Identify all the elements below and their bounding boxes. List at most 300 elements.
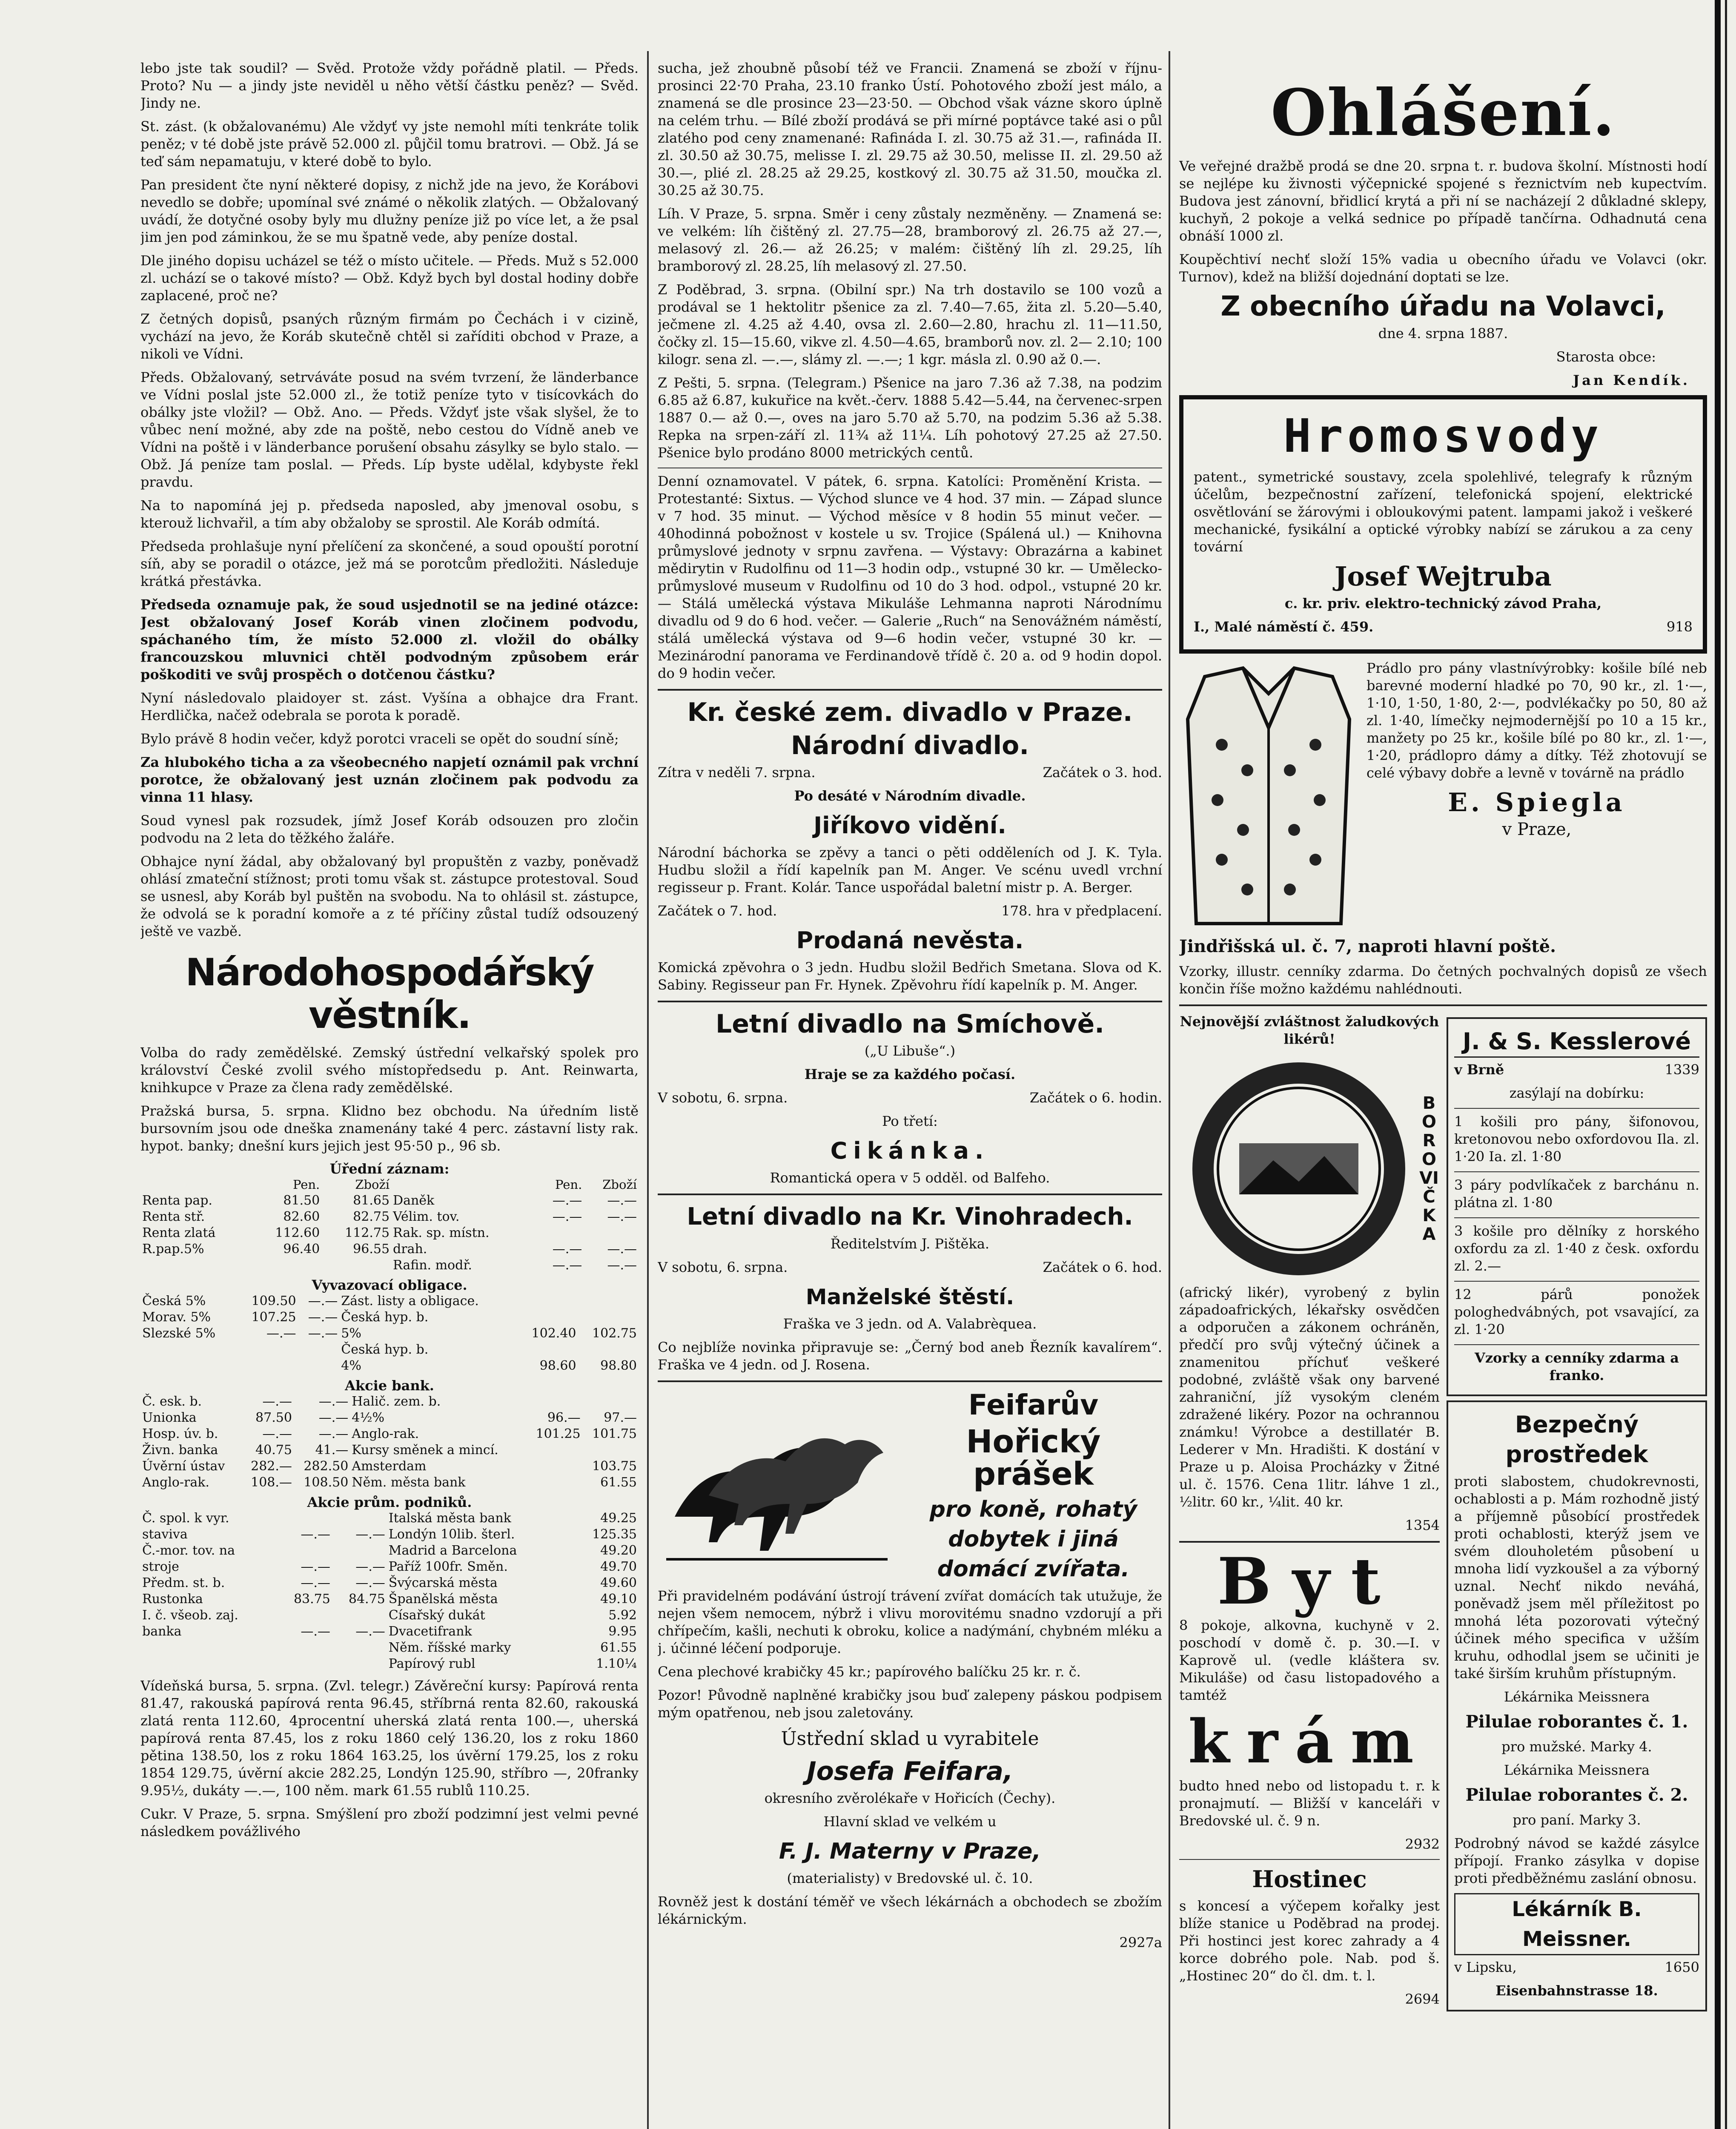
rates-cell: 49.60 xyxy=(600,1575,637,1590)
play-description: Romantická opera v 5 odděl. od Balfeho. xyxy=(770,1170,1050,1186)
rates-row xyxy=(140,1257,639,1274)
rates-cell xyxy=(568,1591,573,1607)
ads-two-columns xyxy=(1179,1013,1707,2016)
rates-cell: 108.50 xyxy=(304,1475,349,1490)
rates-cell: 98.80 xyxy=(600,1358,637,1373)
rates-cell: Vélim. tov. xyxy=(393,1209,460,1224)
likér-headline: Nejnovější zvláštnost žaludkových likérů! xyxy=(1180,1013,1439,1047)
smichov-date: V sobotu, 6. srpna. xyxy=(658,1090,788,1106)
rates-cell xyxy=(526,1442,582,1458)
rates-cell: R.pap.5% xyxy=(142,1242,204,1257)
play-description: Fraška ve 3 jedn. od A. Valabrèquea. xyxy=(783,1316,1037,1332)
rates-cell: 83.75 xyxy=(293,1592,330,1607)
theatre-subscription: 178. hra v předplacení. xyxy=(1001,903,1162,919)
rates-cell: —.— xyxy=(262,1394,292,1409)
divider xyxy=(1179,1541,1440,1543)
rates-cell: 81.65 xyxy=(353,1193,390,1208)
rates-cell: Slezské 5% xyxy=(142,1326,216,1341)
rates-cell: —.— xyxy=(308,1294,338,1308)
rates-row xyxy=(140,1442,639,1458)
rates-cell xyxy=(277,1543,332,1559)
article-paragraph: Dle jiného dopisu ucházel se též o místo učitele. — Předs. Muž s 52.000 zl. uchází se o takové místo? — Obž. Když bych byl dostal hodiny dobře zaplacené, proč ne? xyxy=(140,252,639,304)
rates-cell: 112.75 xyxy=(345,1225,390,1240)
rates-cell: —.— xyxy=(607,1193,637,1208)
rates-cell xyxy=(536,1225,584,1241)
rates-cell xyxy=(582,1442,639,1458)
kessler-title: J. & S. Kesslerové xyxy=(1454,1027,1699,1058)
rates-cell: —.— xyxy=(301,1624,330,1639)
akcie-table xyxy=(140,1394,639,1491)
rates-row xyxy=(140,1656,639,1672)
rates-cell: Italská města bank xyxy=(388,1511,511,1526)
rates-cell xyxy=(332,1543,387,1559)
rates-cell: Úvěrní ústav xyxy=(142,1459,225,1474)
rates-cell xyxy=(517,1309,578,1326)
rates-cell: Švýcarská města xyxy=(388,1575,498,1590)
rates-cell: 4½% xyxy=(352,1410,384,1425)
theatre-date: Zítra v neděli 7. srpna. xyxy=(658,764,816,780)
hostinec-text: s koncesí a výčepem kořalky jest blíže stanice u Poděbrad na prodej. Při hostinci jest korec zahrady a 4 korce dobrého pole. Nab. pod š. „Hostinec 20“ do čl. dm. t. l. xyxy=(1179,1898,1440,1984)
rates-cell xyxy=(584,1225,639,1241)
rates-row xyxy=(140,1624,639,1640)
rates-cell: 49.20 xyxy=(600,1543,637,1558)
rates-cell: 49.10 xyxy=(600,1592,637,1607)
rates-row xyxy=(140,1526,639,1543)
meissner-text: proti slabostem, chudokrevnosti, ochablosti a p. Mám rozhodně jistý a příjemně působící prostředek proti ochablosti, kterýž jsem ve svém dlouholetém působení u mnoha lidí vyzkoušel a za výborný uznal. Nechť nikdo neváhá, poněvadž jsem měl příležitost po mnohá léta pozorovati výtečný účinek mého specifica v užším kruhu, odhodlal jsem se učiniti je také širším kruhům přístupným. xyxy=(1454,1473,1699,1681)
rates-row xyxy=(140,1193,639,1209)
akcie-prum-title: Akcie prům. podniků. xyxy=(307,1494,472,1510)
rates-head: Pen. xyxy=(555,1177,582,1192)
rates-cell: 96.55 xyxy=(353,1242,390,1257)
pradlo-company: E. Spiegla xyxy=(1448,788,1626,818)
rates-cell: Kursy směnek a mincí. xyxy=(352,1443,498,1458)
rates-cell xyxy=(517,1342,578,1358)
rates-cell: Č. esk. b. xyxy=(142,1394,202,1409)
hromosvody-text: patent., symetrické soustavy, zcela spolehlivé, telegrafy k různým účelům, bezpečnostní zařízení, telefonická spojení, elektrické osvětlování se žárovými i obloukovými patent. lampami jakož i veškeré mechanické, fysikální a optické výrobky nabízí se zárukou a za ceny tovární xyxy=(1194,469,1693,555)
rates-cell: —.— xyxy=(355,1527,385,1542)
rates-row xyxy=(140,1410,639,1426)
rates-row xyxy=(140,1342,639,1358)
meissner-product: Pilulae roborantes č. 1. xyxy=(1465,1712,1688,1732)
rates-cell xyxy=(140,1257,252,1274)
rates-cell: 61.55 xyxy=(600,1640,637,1655)
rates-cell: 49.70 xyxy=(600,1559,637,1574)
article-paragraph: Obhajce nyní žádal, aby obžalovaný byl propuštěn z vazby, poněvadž ohlásí zmateční stížnost; proti tomu však st. zástupce protestoval. Soud se usnesl, aby Koráb byl puštěn na svobodu. Na to ohlásil st. zástupce, že odvolá se k poradní komoře a z té příčiny zůstal tudíž odsouzený ještě ve vazbě. xyxy=(140,853,639,939)
rates-cell: —.— xyxy=(607,1258,637,1273)
rates-cell: 5.92 xyxy=(608,1608,637,1623)
rates-cell xyxy=(568,1526,573,1543)
article-paragraph: Vídeňská bursa, 5. srpna. (Zvl. telegr.) Závěreční kursy: Papírová renta 81.47, rakouská papírová renta 96.45, stříbrná renta 82.60, rakouská zlatá renta 112.60, 4procentní uherská zlatá renta 100.—, uherská papírová renta 87.45, los z roku 1860 celý 136.20, los z roku 1860 pětina 138.50, los z roku 1864 163.25, los úvěrní 179.25, los z roku 1854 129.75, úvěrní akcie 282.25, Londýn 125.90, stříbro —, 20franky 9.95½, dukáty —.—, 100 něm. mark 61.55 rublů 110.25. xyxy=(140,1678,639,1799)
article-paragraph: sucha, jež zhoubně působí též ve Francii. Znamená se zboží v říjnu-prosinci 22·70 Praha, 23.10 franko Ústí. Pohotového zboží jest málo, a znamená se dle prosince 23—23·50. — Obchod však vázne skoro úplně na celém trhu. — Bílé zboží prodává se při mírné poptávce také asi o půl zlatého pod ceny znamenané: Rafináda I. zl. 30.75 až 31.—, rafináda II. zl. 30.50 až 30.75, melisse I. zl. 29.75 až 30.50, melisse II. zl. 29.50 až 30.—, plié zl. 28.25 až 29.25, kostkový zl. 30.75 až 31.50, moučka zl. 30.25 až 30.75. xyxy=(658,60,1162,198)
rates-cell: —.— xyxy=(355,1575,385,1590)
rates-cell xyxy=(582,1394,639,1410)
article-paragraph: Předs. Obžalovaný, setrváváte posud na svém tvrzení, že länderbance ve Vídni poslal jste 52.000 zl., že totiž peníze tyto v tisícovkách do obálky jste vložil? — Obž. Ano. — Předs. Vždyť jste však slyšel, že to vůbec není možné, aby zde na poště, nebo cestou do Vídně aneb ve Vídni na poště i v länderbance porušení obsahu zásylky se bylo stalo. — Obž. Já peníze tam poslal. — Předs. Líp byste udělal, kdybyste řekl pravdu. xyxy=(140,369,639,490)
rates-cell: —.— xyxy=(355,1624,385,1639)
ad-number: 918 xyxy=(1666,619,1693,635)
rates-cell: —.— xyxy=(318,1394,349,1409)
rates-cell: 81.50 xyxy=(283,1193,320,1208)
rates-row xyxy=(140,1475,639,1491)
play-description: Národní báchorka se zpěvy a tanci o pěti odděleních od J. K. Tyla. Hudbu složil a řídí kapelník pan M. Anger. Ve scénu uvedl vrchní regisseur p. Frant. Kolár. Tance uspořádal baletní mistr p. A. Berger. xyxy=(658,844,1162,895)
ad-number: 1354 xyxy=(1405,1517,1440,1533)
rates-cell: Zást. listy a obligace. xyxy=(341,1294,479,1308)
obligace-table xyxy=(140,1293,639,1374)
rates-cell xyxy=(277,1656,332,1672)
article-paragraph: Pan president čte nyní některé dopisy, z nichž jde na jevo, že Korábovi nevedlo se dobře; upomínal své známé o několik zlatých. — Obžalovaný uvádí, že dotyčné osoby byly mu dlužny peníze již po více let, a že psal jim jen pod záminkou, že se mu špatně vede, aby peníze dostal. xyxy=(140,177,639,245)
kessler-item: 3 košile pro dělníky z horského oxfordu za zl. 1·40 z česk. oxfordu zl. 2.— xyxy=(1454,1223,1699,1274)
hostinec-title: Hostinec xyxy=(1252,1865,1367,1893)
rates-cell: 102.40 xyxy=(531,1326,576,1341)
announcement-mayor: Jan Kendík. xyxy=(1573,372,1690,388)
theatre-subtitle: Národní divadlo. xyxy=(791,731,1029,760)
hromosvody-address: I., Malé náměstí č. 459. xyxy=(1194,619,1374,635)
rates-row xyxy=(140,1326,639,1342)
rates-cell xyxy=(526,1475,582,1491)
rates-cell: 101.75 xyxy=(592,1426,637,1441)
rates-cell: 108.— xyxy=(251,1475,292,1490)
kessler-delivery: zasýlají na dobírku: xyxy=(1509,1085,1644,1101)
rates-cell: Rafin. modř. xyxy=(393,1258,472,1273)
rates-cell: 49.25 xyxy=(600,1511,637,1526)
rates-row xyxy=(140,1241,639,1257)
rates-cell xyxy=(517,1293,578,1309)
akcie-title: Akcie bank. xyxy=(345,1377,434,1394)
kessler-item: 3 páry podvlíkaček z barchánu n. plátna zl. 1·80 xyxy=(1454,1177,1699,1211)
rates-cell: 4% xyxy=(341,1358,361,1373)
meissner-label: Lékárnika Meissnera xyxy=(1504,1689,1650,1705)
rates-cell: Česká hyp. b. xyxy=(341,1310,429,1325)
rates-cell: 82.75 xyxy=(353,1209,390,1224)
kram-text: budto hned nebo od listopadu t. r. k pronajmutí. — Bližší v kanceláři v Bredovské ul. č. 9 n. xyxy=(1179,1778,1440,1829)
article-paragraph: Předseda oznamuje pak, že soud usjednotil se na jediné otázce: Jest obžalovaný Josef Koráb vinen zločinem podvodu, spáchaného tím, že místo 52.000 zl. vložil do obálky francouzskou mluvnici chtěl podvodným způsobem erár poškoditi ve svůj prospěch o dotčenou částku? xyxy=(140,597,639,683)
rates-cell: Něm. říšské marky xyxy=(388,1640,511,1655)
rates-cell: —.— xyxy=(607,1209,637,1224)
rates-cell: —.— xyxy=(301,1527,330,1542)
rates-cell: Předm. st. b. xyxy=(142,1575,225,1590)
rates-cell: 109.50 xyxy=(251,1294,296,1308)
announcement-text: Koupěchtiví nechť složí 15% vadia u obecního úřadu ve Volavci (okr. Turnov), kdež na bližší dojednání doptati se lze. xyxy=(1179,251,1707,285)
feifar-title: Feifarův xyxy=(968,1389,1099,1421)
article-paragraph: Za hlubokého ticha a za všeobecného napjetí oznámil pak vrchní porotce, že obžalovaný jest uznán zločinem pak podvodu za vinna 11 hlasy. xyxy=(140,754,639,805)
article-paragraph: Líh. V Praze, 5. srpna. Směr i ceny zůstaly nezměněny. — Znamená se: ve velkém: líh čištěný zl. 27.75—28, bramborový zl. 26.75 až 27.—, melasový zl. 26.— až 26.25; v malém: čištěný líh zl. 29.25, líh bramborový zl. 28.25, líh melasový zl. 27.50. xyxy=(658,206,1162,274)
ad-number: 2927a xyxy=(1119,1934,1162,1951)
vinohrady-director: Ředitelstvím J. Pištěka. xyxy=(830,1236,990,1252)
rates-cell: Amsterdam xyxy=(352,1459,427,1474)
daily-announcer: Denní oznamovatel. V pátek, 6. srpna. Katolíci: Proměnění Krista. — Protestanté: Sixtus. — Východ slunce ve 4 hod. 37 min. — Západ slunce v 7 hod. 35 minut. — Východ měsíce v 8 hodin 55 minut večer. — 40hodinná pobožnost v kostele u sv. Trojice (Spálená ul.) — Knihovna průmyslové jednoty v srpnu zavřena. — Výstavy: Obrazárna a kabinet mědirytin v Rudolfinu od 11—3 hodin odp., vstupné 30 kr. — Umělecko-průmyslové museum v Rudolfinu od 10 do 3 hod. odpol., vstupné 20 kr. — Stálá umělecká výstava Mikuláše Lehmanna naproti Národnímu divadlu od 9 do 6 hod. večer. — Galerie „Ruch“ na Senovážném náměstí, stálá umělecká výstava od 9—6 hodin večer, vstupné 30 kr. — Mezinárodní panorama ve Ferdinandově třídě č. 20 a. od 9 hodin dopol. do 9 hodin večer. xyxy=(658,473,1162,681)
rates-cell xyxy=(140,1656,277,1672)
announcement-mayor-label: Starosta obce: xyxy=(1556,349,1656,365)
rates-cell xyxy=(277,1640,332,1656)
divider xyxy=(1454,1344,1699,1345)
rates-row xyxy=(140,1394,639,1410)
article-paragraph: Z Pešti, 5. srpna. (Telegram.) Pšenice na jaro 7.36 až 7.38, na podzim 6.85 až 6.87, kukuřice na květ.-červ. 1888 5.42—5.44, na červenec-srpen 1887 0.— až 0.—, oves na jaro 5.70 až 5.70, na podzim 5.36 až 5.38. Repka na srpen-září zl. 11¾ až 11¼. Líh pohotový 27.25 až 27.50. Pšenice bylo prodáno 8000 metrických centů. xyxy=(658,375,1162,461)
feifar-subtitle: pro koně, rohatý dobytek i jiná domácí zvířata. xyxy=(929,1497,1137,1582)
obligace-title: Vyvazovací obligace. xyxy=(312,1277,467,1293)
rates-cell: 282.— xyxy=(251,1459,292,1474)
rates-cell xyxy=(568,1559,573,1575)
likér-ad xyxy=(1179,1013,1440,2016)
rates-cell: I. č. všeob. zaj. xyxy=(142,1608,238,1623)
pradlo-ad xyxy=(1179,660,1707,998)
rates-cell: 41.— xyxy=(315,1443,349,1458)
rates-cell: staviva xyxy=(142,1527,188,1542)
page-edge-border xyxy=(1715,0,1721,2129)
rates-cell xyxy=(526,1458,582,1475)
column-rule-1 xyxy=(647,51,649,2129)
vinohrady-start: Začátek o 6. hod. xyxy=(1043,1259,1162,1275)
smichov-count: Po třetí: xyxy=(882,1113,938,1129)
feifar-text: Při pravidelném podávání ústrojí trávení zvířat domácích tak utužuje, že nejen všem nemocem, nýbrž i vlivu morovitému snadno vzdorují a při chřípečím, kašli, nechuti k obroku, kolice a nadýmání, chybném mléku a j. účinné léčení podporuje. xyxy=(658,1588,1162,1656)
rates-cell: banka xyxy=(142,1624,182,1639)
rates-cell: Renta pap. xyxy=(142,1193,212,1208)
rates-head: Pen. xyxy=(292,1177,320,1192)
pradlo-note: Vzorky, illustr. cenníky zdarma. Do četných pochvalných dopisů ze všech končin říše možno každému nahlédnouti. xyxy=(1179,963,1707,997)
rates-cell: Č.-mor. tov. na xyxy=(142,1543,235,1558)
article-paragraph: Z četných dopisů, psaných různým firmám po Čechách i v cizině, vychází na jevo, že Koráb skutečně chtěl si zaříditi obchod v Praze, a nikoli ve Vídni. xyxy=(140,311,639,362)
kram-title: krám xyxy=(1188,1707,1431,1777)
rates-cell: 96.40 xyxy=(283,1242,320,1257)
byt-text: 8 pokoje, alkovna, kuchyně v 2. poschodí v domě č. p. 30.—I. v Kaprově ul. (vedle kláštera sv. Mikuláše) od času listopadového a tamtéž xyxy=(1179,1617,1440,1703)
divider xyxy=(658,689,1162,691)
vinohrady-date: V sobotu, 6. srpna. xyxy=(658,1259,788,1275)
rates-cell xyxy=(332,1640,387,1656)
rates-cell xyxy=(578,1342,639,1358)
vinohrady-title: Letní divadlo na Kr. Vinohradech. xyxy=(687,1203,1133,1231)
rates-cell: —.— xyxy=(552,1242,582,1257)
kessler-city: v Brně xyxy=(1454,1062,1504,1078)
rates-cell xyxy=(568,1543,573,1559)
rates-cell: Anglo-rak. xyxy=(142,1475,209,1490)
rates-cell xyxy=(568,1575,573,1591)
play-title: Prodaná nevěsta. xyxy=(796,927,1024,954)
article-paragraph: St. zást. (k obžalovanému) Ale vždyť vy jste nemohl míti tenkráte tolik peněz; v té době jste právě 52.000 zl. půjčil tomu bratrovi. — Obž. Já se teď sám nepamatuju, v které době to bylo. xyxy=(140,118,639,169)
theatre-start: Začátek o 7. hod. xyxy=(658,903,777,919)
announcement-date: dne 4. srpna 1887. xyxy=(1378,325,1508,341)
rates-row xyxy=(140,1607,639,1624)
rates-row xyxy=(140,1293,639,1309)
rates-row xyxy=(140,1225,639,1241)
feifar-warning: Pozor! Původně naplněné krabičky jsou buď zalepeny páskou podpisem mým opatřenou, neb jsou zaletovány. xyxy=(658,1687,1162,1721)
ad-number: 2932 xyxy=(1405,1836,1440,1852)
rates-cell: 101.25 xyxy=(536,1426,581,1441)
divider xyxy=(658,1194,1162,1195)
column-right xyxy=(1179,60,1707,2016)
rates-title: Úřední záznam: xyxy=(329,1161,450,1177)
rates-cell: —.— xyxy=(301,1559,330,1574)
smichov-note: Hraje se za každého počasí. xyxy=(804,1066,1016,1082)
rates-row xyxy=(140,1309,639,1326)
divider xyxy=(1454,1217,1699,1218)
rates-cell xyxy=(298,1358,340,1374)
meissner-product-note: pro mužské. Marky 4. xyxy=(1501,1739,1652,1755)
rates-cell xyxy=(277,1510,332,1526)
column-left xyxy=(140,60,639,1846)
rates-cell: —.— xyxy=(262,1426,292,1441)
rates-cell xyxy=(332,1656,387,1672)
kessler-note: Vzorky a cenníky zdarma a franko. xyxy=(1474,1350,1679,1383)
meissner-label: Lékárnika Meissnera xyxy=(1504,1762,1650,1778)
rates-cell xyxy=(568,1656,573,1672)
rates-cell: —.— xyxy=(318,1426,349,1441)
divider xyxy=(1454,1281,1699,1282)
feifar-warehouse: Ústřední sklad u vyrabitele xyxy=(781,1728,1039,1750)
divider xyxy=(1454,1108,1699,1109)
feifar-product: Hořický prášek xyxy=(966,1423,1101,1492)
feifar-availability: Rovněž jest k dostání téměř ve všech lékárnách a obchodech se zbožím lékárnickým. xyxy=(658,1894,1162,1927)
pradlo-text: Prádlo pro pány vlastnívýrobky: košile bílé neb barevné moderní hladké po 70, 90 kr., zl. 1·—, 1·10, 1·50, 1·80, 2·—, podvlékačky po 50, 80 až zl. 1·40, límečky nejmodernější po 10 a 15 kr., manžety po 25 kr., košile bílé po 80 kr., zl. 1·—, 1·20, prádlopro dámy a dítky. Též zhotovují se celé výbavy dobře a levně v továrně na prádlo xyxy=(1366,660,1707,781)
pradlo-city: v Praze, xyxy=(1502,820,1572,839)
pradlo-address: Jindřišská ul. č. 7, naproti hlavní poště. xyxy=(1179,936,1556,956)
rates-cell: Hosp. úv. b. xyxy=(142,1426,218,1441)
rates-cell: 84.75 xyxy=(348,1592,385,1607)
rates-cell xyxy=(526,1394,582,1410)
rates-cell: 112.60 xyxy=(275,1225,320,1240)
rates-cell: Unionka xyxy=(142,1410,197,1425)
rates-cell: —.— xyxy=(607,1242,637,1257)
rates-cell: drah. xyxy=(393,1242,427,1257)
rates-cell xyxy=(237,1358,298,1374)
rates-cell xyxy=(332,1607,387,1624)
feifar-ad xyxy=(658,1389,1162,1951)
feifar-maker: Josefa Feifara, xyxy=(807,1756,1013,1786)
play-title: Jiříkovo vidění. xyxy=(814,812,1006,839)
rates-cell: —.— xyxy=(266,1326,296,1341)
article-paragraph: Bylo právě 8 hodin večer, když porotci vraceli se opět do soudní síně; xyxy=(140,731,619,747)
article-paragraph: Nyní následovalo plaidoyer st. zást. Vyšína a obhajce dra Frant. Herdlička, načež odebrala se porota k poradě. xyxy=(140,690,639,723)
rates-head: Zboží xyxy=(355,1177,390,1192)
rates-cell: 97.— xyxy=(604,1410,637,1425)
rates-cell: Renta stř. xyxy=(142,1209,205,1224)
column-middle xyxy=(658,60,1162,1957)
rates-row xyxy=(140,1358,639,1374)
rates-cell xyxy=(332,1510,387,1526)
rates-row xyxy=(140,1209,639,1225)
rates-cell xyxy=(140,1358,237,1374)
rates-table xyxy=(140,1177,639,1274)
announcement-text: Ve veřejné dražbě prodá se dne 20. srpna t. r. budova školní. Místnosti hodí se nejlépe ku živnosti výčepnické spojené s řeznictvím neb kupectvím. Budova jest zánovní, břidlicí krytá a při ní se nacházejí 2 důkladné sklepy, kuchyň, 2 pokoje a velká sednice po případě tančírna. Odhadnutá cena obnáší 1000 zl. xyxy=(1179,158,1707,244)
theatre-start: Začátek o 3. hod. xyxy=(1043,764,1162,780)
byt-title: Byt xyxy=(1217,1544,1402,1619)
rates-cell: Česká 5% xyxy=(142,1294,206,1308)
rates-cell xyxy=(568,1607,573,1624)
shirt-illustration xyxy=(1179,660,1358,932)
rates-cell: —.— xyxy=(308,1310,338,1325)
rates-row xyxy=(140,1591,639,1607)
theatre-title: Kr. české zem. divadlo v Praze. xyxy=(687,697,1133,727)
meissner-product: Pilulae roborantes č. 2. xyxy=(1465,1785,1688,1805)
rates-cell: Císařský dukát xyxy=(388,1608,485,1623)
rates-cell: Halič. zem. b. xyxy=(352,1394,441,1409)
rates-cell: Rustonka xyxy=(142,1592,203,1607)
article-paragraph: Z Poděbrad, 3. srpna. (Obilní spr.) Na trh dostavilo se 100 vozů a prodával se 1 hektolitr pšenice za zl. 7.40—7.65, žita zl. 5.20—5.40, ječmene zl. 4.25 až 4.40, ovsa zl. 2.60—2.80, hrachu zl. 11—11.50, čočky zl. 15—15.60, vikve zl. 4.50—4.65, bramborů nov. zl. 2— 2.10; 100 kilogr. sena zl. —.—, slámy zl. —.—; 1 kgr. másla zl. 0.90 až 0.—. xyxy=(658,281,1162,367)
smichov-start: Začátek o 6. hodin. xyxy=(1029,1090,1162,1106)
rates-head: Zboží xyxy=(602,1177,637,1192)
feifar-wholesaler-address: (materialisty) v Bredovské ul. č. 10. xyxy=(787,1870,1033,1886)
hromosvody-title: Hromosvody xyxy=(1283,410,1603,463)
meissner-ad xyxy=(1447,1400,1707,2011)
rates-cell: 40.75 xyxy=(255,1443,292,1458)
akcie-prum-table xyxy=(140,1510,639,1672)
rates-cell: 98.60 xyxy=(539,1358,576,1373)
announcement-title: Ohlášení. xyxy=(1270,75,1616,150)
rates-cell xyxy=(277,1607,332,1624)
feifar-maker-address: okresního zvěrolékaře v Hořicích (Čechy). xyxy=(764,1790,1056,1806)
rates-cell: Anglo-rak. xyxy=(352,1426,419,1441)
article-paragraph: lebo jste tak soudil? — Svěd. Protože vždy pořádně platil. — Předs. Proto? Nu — a jindy jste neviděl u něho větší částku peněz? — Svěd. Jindy ne. xyxy=(140,60,639,111)
rates-cell xyxy=(321,1257,391,1274)
rates-cell: 96.— xyxy=(547,1410,581,1425)
rates-cell: stroje xyxy=(142,1559,179,1574)
rates-cell: Papírový rubl xyxy=(388,1656,476,1671)
rates-cell: Morav. 5% xyxy=(142,1310,211,1325)
hromosvody-company-desc: c. kr. priv. elektro-technický závod Praha, xyxy=(1284,595,1602,611)
rates-cell: —.— xyxy=(308,1326,338,1341)
divider xyxy=(1179,1004,1707,1006)
horses-illustration xyxy=(658,1389,896,1568)
article-paragraph: Předseda prohlašuje nyní přelíčení za skončené, a soud opouští porotní síň, aby se poradil o otázce, jež má se porotcům předložiti. Následuje krátká přestávka. xyxy=(140,538,639,589)
rates-row xyxy=(140,1458,639,1475)
rates-row xyxy=(140,1640,639,1656)
likér-vertical-label: BOROVIČKA xyxy=(1419,1093,1439,1244)
rates-row xyxy=(140,1510,639,1526)
rates-cell: —.— xyxy=(355,1559,385,1574)
rates-row xyxy=(140,1575,639,1591)
play-title: Manželské štěstí. xyxy=(805,1285,1014,1309)
rates-cell: 103.75 xyxy=(592,1459,637,1474)
rates-cell: Španělská města xyxy=(388,1592,498,1607)
rates-cell: 61.55 xyxy=(600,1475,637,1490)
rates-cell xyxy=(578,1293,639,1309)
rates-cell: —.— xyxy=(552,1209,582,1224)
rates-cell xyxy=(237,1342,298,1358)
kessler-item: 1 košili pro pány, šifonovou, kretonovou nebo oxfordovou Ila. zl. 1·20 Ia. zl. 1·80 xyxy=(1454,1113,1699,1165)
article-paragraph: Pražská bursa, 5. srpna. Klidno bez obchodu. Na úředním listě bursovním jsou ode dneška znamenány také 4 perc. zástavní listy rak. hypot. banky; dnešní kurs jejich jest 95·50 p., 96 sb. xyxy=(140,1103,639,1154)
hromosvody-company: Josef Wejtruba xyxy=(1335,561,1552,592)
rates-cell: —.— xyxy=(552,1193,582,1208)
rates-cell: 1.10¼ xyxy=(596,1656,637,1671)
feifar-wholesale: Hlavní sklad ve velkém u xyxy=(823,1813,997,1830)
article-paragraph: Volba do rady zemědělské. Zemský ústřední velkařský spolek pro království České zvolil svého místopředsedu p. Ant. Reinwarta, knihkupce v Praze za člena rady zemědělské. xyxy=(140,1044,639,1096)
meissner-title: Bezpečný prostředek xyxy=(1505,1411,1648,1468)
divider xyxy=(1454,1171,1699,1172)
kessler-and-meissner-ads xyxy=(1447,1013,1707,2016)
rates-row xyxy=(140,1559,639,1575)
article-paragraph: Soud vynesl pak rozsudek, jímž Josef Koráb odsouzen pro zločin podvodu na 2 leta do těžkého žaláře. xyxy=(140,812,639,846)
rates-cell: 87.50 xyxy=(255,1410,292,1425)
rates-cell xyxy=(568,1624,573,1640)
rates-cell: Rak. sp. místn. xyxy=(393,1225,490,1240)
meissner-product-note: pro paní. Marky 3. xyxy=(1513,1812,1641,1828)
rates-row xyxy=(140,1426,639,1442)
rates-cell: —.— xyxy=(301,1575,330,1590)
rates-cell xyxy=(578,1309,639,1326)
likér-text: (africký likér), vyrobený z bylin západoafrických, lékařsky osvědčen a odporučen a zákonem ochráněn, předčí pro svůj výtečný účinek a znamenitou příchuť veškeré podobné, zvláště však ony barvené zahraniční, jíž vysokým cleném zdražené likéry. Pozor na ochrannou známku! Výrobce a destillatér B. Lederer v Mn. Hradišti. K dostání v Praze u p. Aloisa Procházky v Žitné ul. č. 1576. Cena 1litr. láhve 1 zl., ½litr. 60 kr., ¼lit. 40 kr. xyxy=(1179,1284,1440,1510)
rates-cell: Madrid a Barcelona xyxy=(388,1543,517,1558)
meissner-city: v Lipsku, xyxy=(1454,1959,1517,1975)
feifar-price: Cena plechové krabičky 45 kr.; papírového balíčku 25 kr. r. č. xyxy=(658,1664,1081,1680)
rates-cell: 102.75 xyxy=(592,1326,637,1341)
rates-cell: Č. spol. k vyr. xyxy=(142,1511,229,1526)
smichov-title: Letní divadlo na Smíchově. xyxy=(715,1009,1104,1039)
meissner-shipping: Podrobný návod se každé zásylce přípojí. Franko zásylka v dopise proti předběžnému zaslání obnosu. xyxy=(1454,1835,1699,1886)
rates-cell: —.— xyxy=(552,1258,582,1273)
rates-cell: Česká hyp. b. xyxy=(341,1342,429,1357)
rates-cell: 282.50 xyxy=(304,1459,349,1474)
rates-cell xyxy=(568,1510,573,1526)
article-paragraph: Cukr. V Praze, 5. srpna. Smýšlení pro zboží podzimní jest velmi pevné následkem povážlivého xyxy=(140,1806,639,1839)
smichov-subtitle: („U Libuše“.) xyxy=(864,1043,956,1059)
divider xyxy=(658,1380,1162,1382)
